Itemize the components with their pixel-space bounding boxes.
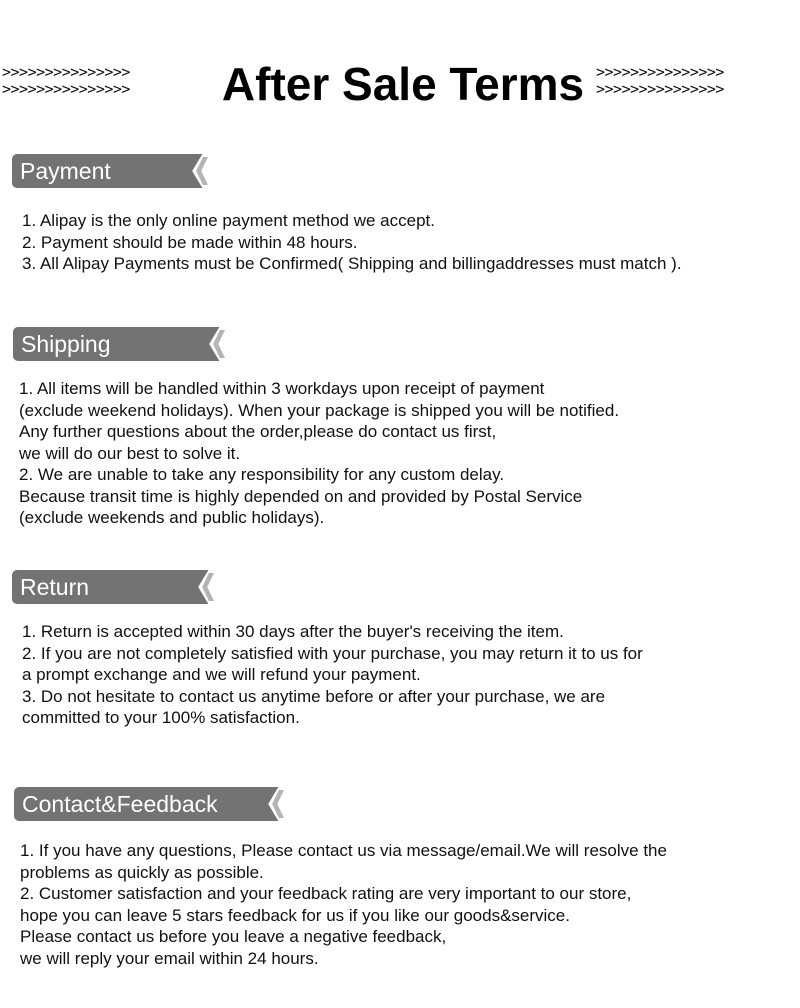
section-label: Contact&Feedback: [22, 791, 218, 817]
text-line: 1. Return is accepted within 30 days after the buyer's receiving the item.: [22, 622, 564, 641]
section-label: Return: [20, 574, 90, 600]
section-tag-shipping: [13, 327, 233, 361]
text-line: Please contact us before you leave a negative feedback,: [20, 927, 447, 946]
text-line: problems as quickly as possible.: [20, 862, 264, 882]
section-body-payment: [22, 210, 682, 275]
decorative-arrows-right: [596, 64, 724, 98]
text-line: 3. All Alipay Payments must be Confirmed( Shipping and billingaddresses must match ).: [22, 254, 682, 273]
section-tag-return: [12, 570, 222, 604]
text-line: a prompt exchange and we will refund your payment.: [22, 665, 421, 684]
arrows-line: >>>>>>>>>>>>>>>: [2, 63, 130, 81]
text-line: we will do our best to solve it.: [19, 443, 241, 463]
page-header: [0, 56, 800, 112]
text-line: 2. Payment should be made within 48 hours.: [22, 232, 358, 252]
text-line: 1. Alipay is the only online payment method we accept.: [22, 211, 435, 230]
arrows-line: >>>>>>>>>>>>>>>: [596, 63, 724, 81]
text-line: 3. Do not hesitate to contact us anytime before or after your purchase, we are: [22, 686, 606, 706]
arrows-line: >>>>>>>>>>>>>>>: [2, 80, 130, 98]
text-line: committed to your 100% satisfaction.: [22, 708, 300, 727]
text-line: 1. If you have any questions, Please contact us via message/email.We will resolve the: [20, 841, 667, 860]
text-line: we will reply your email within 24 hours.: [20, 948, 319, 968]
section-body-return: [22, 621, 643, 729]
text-line: (exclude weekend holidays). When your package is shipped you will be notified.: [19, 400, 620, 420]
text-line: 2. Customer satisfaction and your feedback rating are very important to our store,: [20, 884, 632, 903]
text-line: Any further questions about the order,please do contact us first,: [19, 422, 497, 441]
arrows-line: >>>>>>>>>>>>>>>: [596, 80, 724, 98]
text-line: Because transit time is highly depended on and provided by Postal Service: [19, 486, 583, 506]
decorative-arrows-left: [2, 64, 130, 98]
page-title: After Sale Terms: [221, 58, 585, 110]
section-label: Shipping: [21, 331, 111, 357]
text-line: hope you can leave 5 stars feedback for us if you like our goods&service.: [20, 905, 570, 925]
text-line: 2. If you are not completely satisfied with your purchase, you may return it to us for: [22, 643, 643, 663]
text-line: 1. All items will be handled within 3 workdays upon receipt of payment: [19, 379, 545, 398]
section-body-shipping: [19, 378, 619, 529]
text-line: 2. We are unable to take any responsibility for any custom delay.: [19, 465, 505, 484]
text-line: (exclude weekends and public holidays).: [19, 508, 325, 527]
section-body-contact-feedback: [20, 840, 667, 969]
section-tag-contact-feedback: [14, 787, 292, 821]
section-label: Payment: [20, 158, 111, 184]
section-tag-payment: [12, 154, 216, 188]
